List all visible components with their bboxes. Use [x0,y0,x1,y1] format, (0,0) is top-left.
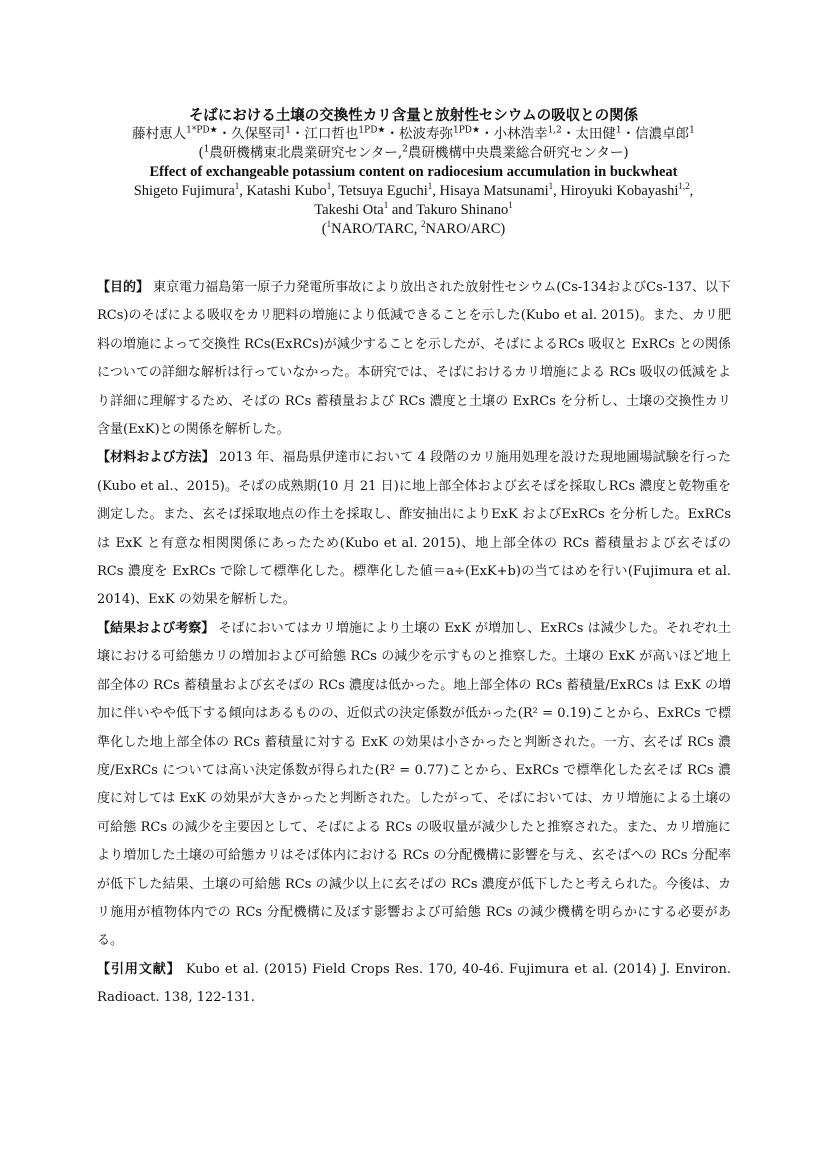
affiliation-en-1: NARO/TARC, [331,221,421,237]
author-ja: ・久保堅司 [217,126,286,142]
english-authors-line-2 [90,201,737,220]
section-text: そばにおいてはカリ増施により土壌の ExK が増加し、ExRCs は減少した。それぞれ土壌における可給態カリの増加および可給態 RCs の減少を示すものと推察した。土壌の ExK が高いほど地上部全体の RCs 蓄積量および玄そばの RCs 濃度は低かった。地上部全体の RCs 蓄積量/ExRCs は ExK の増加に伴いやや低下する傾向はあるものの、近似式の決定係数が低かった(R² = 0.19)ことから、ExRCs で標準化した地上部全体の RCs 蓄積量に対する ExK の効果は小さかったと判断された。一方、玄そば RCs 濃度/ExRCs については高い決定係数が得られた(R² = 0.77)ことから、ExRCs で標準化した玄そば RCs 濃度に対しては ExK の効果が大きかったと判断された。したがって、そばにおいては、カリ増施による土壌の可給態 RCs の減少を主要因として、そばによる RCs の吸収量が減少したと推察された。また、カリ増施により増加した土壌の可給態カリはそば体内における RCs の分配機構に影響を与え、玄そばへの RCs 分配率が低下した結果、土壌の可給態 RCs の減少以上に玄そばの RCs 濃度が低下したと考えられた。今後は、カリ施用が植物体内での RCs 分配機構に及ぼす影響および可給態 RCs の減少機構を明らかにする必要がある。 [97,620,731,949]
author-en: Takeshi Ota [314,202,384,218]
affiliation-mark: 1 [203,144,210,155]
affiliation-mark: 2 [420,219,426,230]
affiliation-mark: 1 [326,219,332,230]
author-en-affiliation-mark: 1,2 [678,181,690,192]
author-ja-affiliation-mark: 1PD★ [453,125,481,136]
author-ja-affiliation-mark: 1*PD★ [186,125,218,136]
author-separator: , [689,183,694,199]
author-en: Hisaya Matsunami [439,183,549,199]
author-ja: ・太田健 [561,126,616,142]
author-en-affiliation-mark: 1 [383,200,389,211]
author-en-affiliation-mark: 1 [427,181,433,192]
section-heading: 【目的】 [97,280,150,295]
affiliation-en-2: NARO/ARC) [425,221,506,237]
section-purpose [97,274,731,444]
author-ja-affiliation-mark: 1PD★ [358,125,386,136]
japanese-title: そばにおける土壌の交換性カリ含量と放射性セシウムの吸収との関係 [188,107,639,124]
author-en-affiliation-mark: 1 [326,181,332,192]
author-ja-affiliation-mark: 1,2 [547,125,562,136]
author-en: Takuro Shinano [416,202,509,218]
author-ja: ・江口哲也 [290,126,359,142]
affiliation-ja-1: 農研機構東北農業研究センター, [209,145,403,161]
author-separator: and [388,202,417,218]
author-en: Hiroyuki Kobayashi [560,183,679,199]
affiliation-paren: ( [321,221,327,237]
section-text: 2013 年、福島県伊達市において 4 段階のカリ施用処理を設けた現地圃場試験を行った(Kubo et al.、2015)。そばの成熟期(10 月 21 日)に地上部全体および玄そばを採取しRCs 濃度と乾物重を測定した。また、玄そば採取地点の作土を採取し、酢安抽出によりExK およびExRCs を分析した。ExRCs は ExK と有意な相関関係にあったため(Kubo et al. 2015)、地上部全体の RCs 蓄積量および玄そばの RCs 濃度を ExRCs で除して標準化した。標準化した値＝a÷(ExK+b)の当てはめを行い(Fujimura et al. 2014)、ExK の効果を解析した。 [97,450,731,608]
author-ja: ・松波寿弥 [385,126,453,142]
author-ja: ・小林浩幸 [480,126,548,142]
author-en-affiliation-mark: 1 [508,200,513,211]
english-authors-line-1 [90,182,737,201]
author-ja-affiliation-mark: 1 [689,125,695,136]
author-separator: , [239,183,247,199]
affiliation-paren: ( [198,145,204,161]
author-en-affiliation-mark: 1 [234,181,240,192]
english-affiliations [90,220,737,239]
author-en: Tetsuya Eguchi [338,183,428,199]
author-ja: ・信濃卓郎 [621,126,690,142]
section-heading: 【結果および考察】 [97,620,215,636]
author-ja-affiliation-mark: 1 [615,125,622,136]
author-ja: 藤村恵人 [132,126,187,142]
affiliation-mark: 2 [402,144,408,155]
author-separator: , [331,183,339,199]
section-references [97,956,731,1013]
japanese-affiliations [90,144,737,163]
author-ja-affiliation-mark: 1 [285,125,291,136]
japanese-authors [90,125,737,144]
author-en: Shigeto Fujimura [133,183,235,199]
english-title: Effect of exchangeable potassium content on radiocesium accumulation in buckwheat [149,164,678,180]
paper-header [90,106,737,239]
author-en: Katashi Kubo [246,183,327,199]
paper-body [97,274,731,1013]
section-results [97,615,731,956]
section-text: Kubo et al. (2015) Field Crops Res. 170, 40-46. Fujimura et al. (2014) J. Environ. Radioact. 138, 122-131. [97,961,731,1006]
author-separator: , [553,183,561,199]
author-separator: , [432,183,440,199]
section-heading: 【材料および方法】 [97,450,215,466]
affiliation-ja-2: 農研機構中央農業総合研究センター) [407,145,629,161]
section-methods [97,444,731,614]
section-text: 東京電力福島第一原子力発電所事故により放出された放射性セシウム(Cs-134およびCs-137、以下 RCs)のそばによる吸収をカリ肥料の増施により低減できることを示した(Kubo et al. 2015)。また、カリ肥料の増施によって交換性 RCs(ExRCs)が減少することを示したが、そばによるRCs 吸収と ExRCs との関係についての詳細な解析は行っていなかった。本研究では、そばにおけるカリ増施による RCs 吸収の低減をより詳細に理解するため、そばの RCs 蓄積量および RCs 濃度と土壌の ExRCs を分析し、土壌の交換性カリ含量(ExK)との関係を解析した。 [97,280,731,438]
author-en-affiliation-mark: 1 [548,181,554,192]
section-heading: 【引用文献】 [97,961,181,977]
